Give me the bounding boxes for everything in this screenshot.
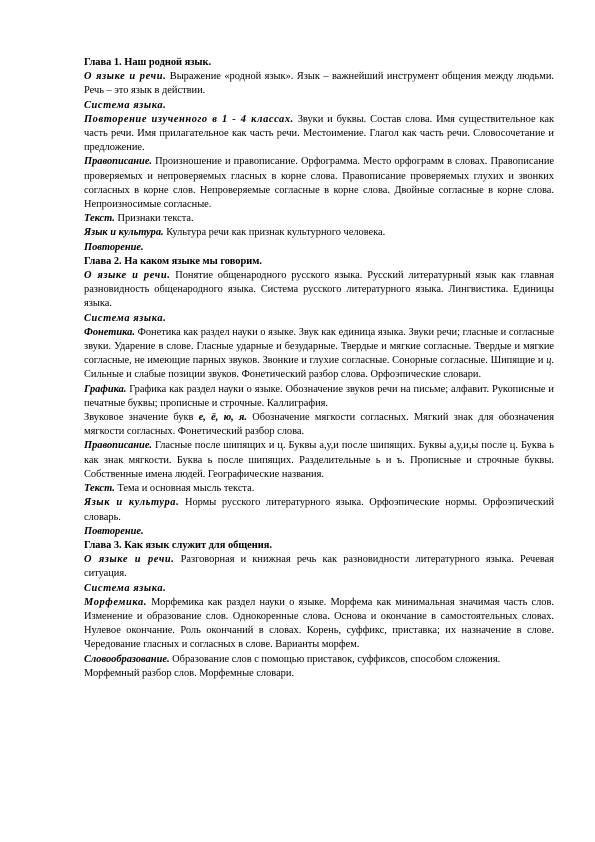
ch2-orthography-label: Правописание. (84, 440, 153, 452)
ch1-text-label: Текст. (84, 213, 115, 225)
ch1-orthography-text: Произношение и правописание. Орфограмма. Место орфограмм в словах. Правописание проверяемых и непроверяемых гласных в корне слова. Правописание проверяемых глухих и звонких согласных в корне слов. Непроверяемые согласные в корне слова. Двойные согласные в корне слова. Непроизносимые согласные. (84, 156, 554, 211)
ch2-sound-text: Звуковое значение букв (84, 412, 199, 424)
ch1-repetition-text: Звуки и буквы. Состав слова. Имя существительное как часть речи. Имя прилагательное как часть речи. Местоимение. Глагол как часть речи. Словосочетание и предложение. (84, 113, 554, 154)
ch1-culture-paragraph (84, 226, 554, 240)
ch2-culture-label: Язык и культура. (84, 497, 180, 509)
chapter-1-title: Глава 1. Наш родной язык. (84, 57, 212, 68)
ch3-language-text: Разговорная и книжная речь как разновидности литературного языка. Речевая ситуация. (84, 554, 554, 580)
ch2-system-heading: Система языка. (84, 312, 167, 324)
ch2-phonetics-label: Фонетика. (84, 326, 135, 338)
ch2-language-text: Понятие общенародного русского языка. Русский литературный язык как главная разновидность общенародного языка. Система русского литературного языка. Лингвистика. Единицы языка. (84, 270, 555, 310)
ch1-language-text: Выражение «родной язык». Язык – важнейший инструмент общения между людьми. Речь – это язык в действии. (84, 71, 554, 97)
ch2-phonetics-text-2: . Сильные и слабые позиции звуков. Фонетический разбор слова. Орфоэпические словари. (84, 355, 554, 381)
ch3-morphemics-label: Морфемика. (84, 596, 147, 608)
ch3-word-formation-label: Словообразование. (84, 653, 170, 665)
ch1-culture-label: Язык и культура. (84, 227, 164, 239)
ch2-language-label: О языке и речи. (84, 270, 171, 282)
ch2-graphics-text: Графика как раздел науки о языке. Обозначение звуков речи на письме; алфавит. Рукописные и печатные буквы; прописные и строчные. Каллиграфия. (84, 383, 554, 409)
ch3-morphemics-text: Морфемика как раздел науки о языке. Морфема как минимальная значимая часть слов. Изменение и образование слов. Однокоренные слова. Основа и окончание в самостоятельных словах. Нулевое окончание. Роль окончаний в словах. Корень, суффикс, приставка; их назначение в слове. Чередование гласных и согласных в слове. Варианты морфем. (84, 596, 554, 651)
chapter-3-title: Глава 3. Как язык служит для общения. (84, 539, 272, 551)
ch2-phonetics-text: Фонетика как раздел науки о языке. Звук как единица языка. Звуки речи; гласные и согласные звуки. Ударение в слове. Гласные ударные и безударные. Твердые и мягкие согласные. Твердые и мягкие согласные, не имеющие парных звуков. Звонкие и глухие согласные. Сонорные согласные. Шипящие и (84, 326, 554, 367)
ch1-text-paragraph (84, 212, 554, 226)
ch3-word-formation-text: Образование слов с помощью приставок, суффиксов, способом сложения. (169, 653, 501, 665)
ch1-language-label: О языке и речи. (84, 71, 167, 83)
ch1-orthography-label: Правописание. (84, 156, 153, 168)
ch3-system-heading: Система языка. (84, 582, 167, 594)
ch2-orthography-paragraph (84, 439, 554, 482)
ch3-language-label: О языке и речи. (84, 554, 175, 566)
ch1-language-paragraph (84, 70, 554, 98)
ch1-repetition-paragraph (84, 113, 554, 156)
ch3-morpheme-analysis-line: Морфемный разбор слов. Морфемные словари. (84, 667, 295, 679)
ch2-graphics-paragraph (84, 383, 554, 411)
ch2-language-paragraph (84, 269, 554, 312)
ch2-repeat-heading: Повторение. (84, 525, 144, 537)
ch2-sound-text-2: Обозначение мягкости согласных. Мягкий знак для обозначения мягкости согласных. Фонетический разбор слова. (84, 412, 554, 438)
ch1-orthography-paragraph (84, 155, 554, 212)
document-page (84, 56, 554, 681)
ch2-culture-text: Нормы русского литературного языка. Орфоэпические нормы. Орфоэпический словарь. (84, 497, 554, 523)
ch2-phonetics-letter-c: ц (546, 355, 552, 367)
ch3-word-formation-paragraph (84, 653, 554, 667)
ch2-culture-paragraph (84, 496, 554, 524)
ch2-text-paragraph (84, 482, 554, 496)
ch1-system-heading: Система языка. (84, 99, 167, 111)
ch2-text-text: Тема и основная мысль текста. (114, 483, 255, 495)
ch2-graphics-label: Графика. (84, 383, 127, 395)
chapter-2-title: Глава 2. На каком языке мы говорим. (84, 255, 262, 267)
ch1-text-text: Признаки текста. (114, 213, 194, 225)
ch1-repeat-heading: Повторение. (84, 241, 144, 253)
ch2-sound-letters: е, ё, ю, я. (198, 412, 247, 424)
ch2-phonetics-paragraph (84, 326, 554, 383)
ch2-sound-paragraph (84, 411, 554, 439)
ch1-repetition-label: Повторение изученного в 1 - 4 классах. (84, 113, 294, 125)
ch3-morphemics-paragraph (84, 596, 554, 653)
ch2-orthography-text: Гласные после шипящих и ц. Буквы а,у,и после шипящих. Буквы а,у,и,ы после ц. Буква ь как знак мягкости. Буква ь после шипящих. Разделительные ь и ъ. Прописные и строчные буквы. Собственные имена людей. Географические названия. (84, 440, 554, 480)
ch2-text-label: Текст. (84, 483, 115, 495)
ch3-language-paragraph (84, 553, 554, 581)
ch1-culture-text: Культура речи как признак культурного человека. (163, 227, 386, 239)
